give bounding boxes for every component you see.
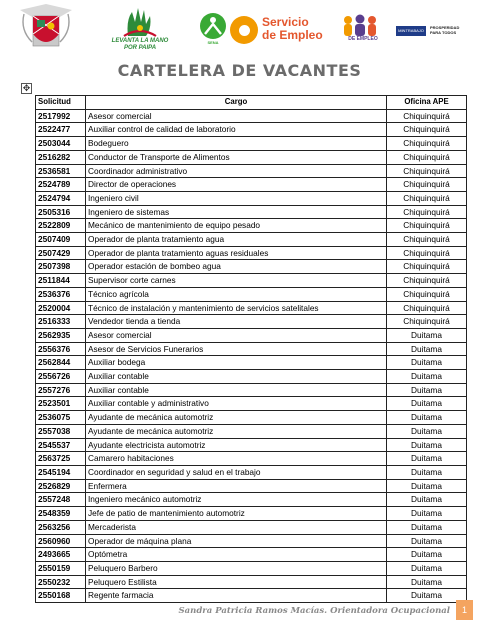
cargo-cell: Mecánico de mantenimiento de equipo pesado (86, 219, 387, 233)
oficina-cell: Chiquinquirá (387, 287, 467, 301)
oficina-cell: Duitama (387, 370, 467, 384)
oficina-cell: Chiquinquirá (387, 301, 467, 315)
solicitud-cell: 2550168 (36, 589, 86, 603)
solicitud-cell: 2516282 (36, 150, 86, 164)
cargo-cell: Operador de planta tratamiento aguas residuales (86, 246, 387, 260)
cargo-cell: Auxiliar bodega (86, 356, 387, 370)
table-row (36, 287, 467, 301)
solicitud-cell: 2524794 (36, 191, 86, 205)
solicitud-cell: 2556376 (36, 342, 86, 356)
oficina-cell: Duitama (387, 493, 467, 507)
empleo-e-icon (230, 16, 258, 44)
solicitud-cell: 2524789 (36, 178, 86, 192)
oficina-cell: Chiquinquirá (387, 315, 467, 329)
solicitud-cell: 2516333 (36, 315, 86, 329)
cargo-cell: Operador estación de bombeo agua (86, 260, 387, 274)
cargo-cell: Técnico de instalación y mantenimiento de servicios satelitales (86, 301, 387, 315)
cargo-cell: Optómetra (86, 548, 387, 562)
municipal-shield-logo (18, 4, 74, 56)
page-number-badge: 1 (456, 600, 473, 620)
table-row (36, 137, 467, 151)
oficina-cell: Duitama (387, 342, 467, 356)
solicitud-cell: 2548359 (36, 507, 86, 521)
table-row (36, 561, 467, 575)
oficina-cell: Chiquinquirá (387, 150, 467, 164)
raised-hand-icon (96, 6, 184, 38)
table-row (36, 520, 467, 534)
solicitud-cell: 2522477 (36, 123, 86, 137)
cargo-cell: Ingeniero mecánico automotriz (86, 493, 387, 507)
prosperidad-logo (396, 24, 464, 40)
cargo-cell: Director de operaciones (86, 178, 387, 192)
table-row (36, 150, 467, 164)
oficina-cell: Duitama (387, 465, 467, 479)
oficina-cell: Duitama (387, 548, 467, 562)
vacancies-table (35, 95, 467, 603)
table-row (36, 205, 467, 219)
solicitud-cell: 2507429 (36, 246, 86, 260)
cargo-cell: Peluquero Barbero (86, 561, 387, 575)
cargo-cell: Peluquero Estilista (86, 575, 387, 589)
table-row (36, 534, 467, 548)
solicitud-cell: 2520004 (36, 301, 86, 315)
table-row (36, 411, 467, 425)
mintrabajo-logo (332, 14, 394, 54)
table-row (36, 342, 467, 356)
mintrabajo-badge: MINTRABAJO (396, 26, 426, 36)
oficina-cell: Chiquinquirá (387, 137, 467, 151)
solicitud-cell: 2536075 (36, 411, 86, 425)
table-row (36, 548, 467, 562)
table-header-row (36, 96, 467, 110)
header-solicitud: Solicitud (36, 96, 86, 110)
oficina-cell: Duitama (387, 328, 467, 342)
solicitud-cell: 2526829 (36, 479, 86, 493)
sena-person-icon (199, 12, 227, 40)
cargo-cell: Asesor comercial (86, 328, 387, 342)
oficina-cell: Chiquinquirá (387, 109, 467, 123)
table-row (36, 465, 467, 479)
cargo-cell: Supervisor corte carnes (86, 274, 387, 288)
header-cargo: Cargo (86, 96, 387, 110)
solicitud-cell: 2550232 (36, 575, 86, 589)
oficina-cell: Chiquinquirá (387, 260, 467, 274)
table-row (36, 246, 467, 260)
cargo-cell: Conductor de Transporte de Alimentos (86, 150, 387, 164)
solicitud-cell: 2503044 (36, 137, 86, 151)
table-row (36, 356, 467, 370)
table-row (36, 370, 467, 384)
oficina-cell: Duitama (387, 356, 467, 370)
table-row (36, 397, 467, 411)
cargo-cell: Asesor de Servicios Funerarios (86, 342, 387, 356)
oficina-cell: Chiquinquirá (387, 246, 467, 260)
cargo-cell: Operador de máquina plana (86, 534, 387, 548)
oficina-cell: Chiquinquirá (387, 205, 467, 219)
solicitud-cell: 2511844 (36, 274, 86, 288)
solicitud-cell: 2557248 (36, 493, 86, 507)
table-row (36, 438, 467, 452)
oficina-cell: Duitama (387, 589, 467, 603)
table-row (36, 219, 467, 233)
cargo-cell: Ayudante de mecánica automotriz (86, 424, 387, 438)
solicitud-cell: 2536376 (36, 287, 86, 301)
table-row (36, 383, 467, 397)
table-row (36, 123, 467, 137)
oficina-cell: Chiquinquirá (387, 164, 467, 178)
empleo-text-line2: de Empleo (262, 28, 323, 42)
solicitud-cell: 2507398 (36, 260, 86, 274)
oficina-cell: Chiquinquirá (387, 178, 467, 192)
oficina-cell: Chiquinquirá (387, 191, 467, 205)
table-row (36, 178, 467, 192)
table-row (36, 274, 467, 288)
cargo-cell: Ingeniero de sistemas (86, 205, 387, 219)
people-group-icon (332, 14, 394, 36)
solicitud-cell: 2557276 (36, 383, 86, 397)
cargo-cell: Coordinador en seguridad y salud en el trabajo (86, 465, 387, 479)
page-title: CARTELERA DE VACANTES (117, 61, 362, 80)
oficina-cell: Duitama (387, 561, 467, 575)
cargo-cell: Ingeniero civil (86, 191, 387, 205)
oficina-cell: Duitama (387, 452, 467, 466)
table-row (36, 164, 467, 178)
oficina-cell: Duitama (387, 479, 467, 493)
cargo-cell: Asesor comercial (86, 109, 387, 123)
prosperidad-text: PROSPERIDAD PARA TODOS (430, 25, 460, 35)
cargo-cell: Jefe de patio de mantenimiento automotriz (86, 507, 387, 521)
table-row (36, 191, 467, 205)
solicitud-cell: 2550159 (36, 561, 86, 575)
oficina-cell: Duitama (387, 520, 467, 534)
solicitud-cell: 2523501 (36, 397, 86, 411)
oficina-cell: Chiquinquirá (387, 219, 467, 233)
solicitud-cell: 2505316 (36, 205, 86, 219)
solicitud-cell: 2563256 (36, 520, 86, 534)
header-oficina: Oficina APE (387, 96, 467, 110)
table-row (36, 315, 467, 329)
oficina-cell: Duitama (387, 424, 467, 438)
cargo-cell: Auxiliar contable (86, 370, 387, 384)
solicitud-cell: 2562935 (36, 328, 86, 342)
mintrabajo-logo-text: DE EMPLEO (348, 36, 378, 42)
table-row (36, 589, 467, 603)
cargo-cell: Operador de planta tratamiento agua (86, 233, 387, 247)
table-row (36, 479, 467, 493)
solicitud-cell: 2536581 (36, 164, 86, 178)
cargo-cell: Ayudante electricista automotriz (86, 438, 387, 452)
cargo-cell: Auxiliar contable y administrativo (86, 397, 387, 411)
solicitud-cell: 2545537 (36, 438, 86, 452)
table-row (36, 424, 467, 438)
cargo-cell: Enfermera (86, 479, 387, 493)
cargo-cell: Ayudante de mecánica automotriz (86, 411, 387, 425)
cargo-cell: Auxiliar contable (86, 383, 387, 397)
solicitud-cell: 2560960 (36, 534, 86, 548)
logo-row (18, 4, 463, 56)
servicio-empleo-logo (228, 12, 326, 50)
empleo-text-line1: Servicio (262, 15, 309, 29)
table-row (36, 109, 467, 123)
footer-author: Sandra Patricia Ramos Macías. Orientadora Ocupacional (178, 606, 450, 616)
solicitud-cell: 2562844 (36, 356, 86, 370)
cargo-cell: Bodeguero (86, 137, 387, 151)
oficina-cell: Chiquinquirá (387, 123, 467, 137)
table-move-handle-icon[interactable]: ✥ (22, 83, 31, 93)
paipa-logo (96, 6, 184, 56)
table-row (36, 575, 467, 589)
solicitud-cell: 2493665 (36, 548, 86, 562)
table-row (36, 233, 467, 247)
cargo-cell: Vendedor tienda a tienda (86, 315, 387, 329)
cargo-cell: Técnico agrícola (86, 287, 387, 301)
solicitud-cell: 2563725 (36, 452, 86, 466)
oficina-cell: Duitama (387, 575, 467, 589)
solicitud-cell: 2556726 (36, 370, 86, 384)
cargo-cell: Coordinador administrativo (86, 164, 387, 178)
cargo-cell: Auxiliar control de calidad de laboratorio (86, 123, 387, 137)
oficina-cell: Duitama (387, 507, 467, 521)
cargo-cell: Regente farmacia (86, 589, 387, 603)
oficina-cell: Chiquinquirá (387, 274, 467, 288)
solicitud-cell: 2557038 (36, 424, 86, 438)
oficina-cell: Duitama (387, 397, 467, 411)
table-row (36, 493, 467, 507)
table-row (36, 328, 467, 342)
table-row (36, 452, 467, 466)
oficina-cell: Duitama (387, 534, 467, 548)
cargo-cell: Camarero habitaciones (86, 452, 387, 466)
solicitud-cell: 2522809 (36, 219, 86, 233)
sena-logo-text: SENA (207, 40, 219, 45)
cargo-cell: Mercaderista (86, 520, 387, 534)
oficina-cell: Duitama (387, 411, 467, 425)
table-row (36, 260, 467, 274)
solicitud-cell: 2545194 (36, 465, 86, 479)
oficina-cell: Duitama (387, 438, 467, 452)
solicitud-cell: 2517992 (36, 109, 86, 123)
oficina-cell: Duitama (387, 383, 467, 397)
sena-logo (196, 12, 230, 54)
table-row (36, 507, 467, 521)
table-row (36, 301, 467, 315)
solicitud-cell: 2507409 (36, 233, 86, 247)
oficina-cell: Chiquinquirá (387, 233, 467, 247)
paipa-logo-text: LEVANTA LA MANO POR PAIPA (111, 38, 169, 51)
